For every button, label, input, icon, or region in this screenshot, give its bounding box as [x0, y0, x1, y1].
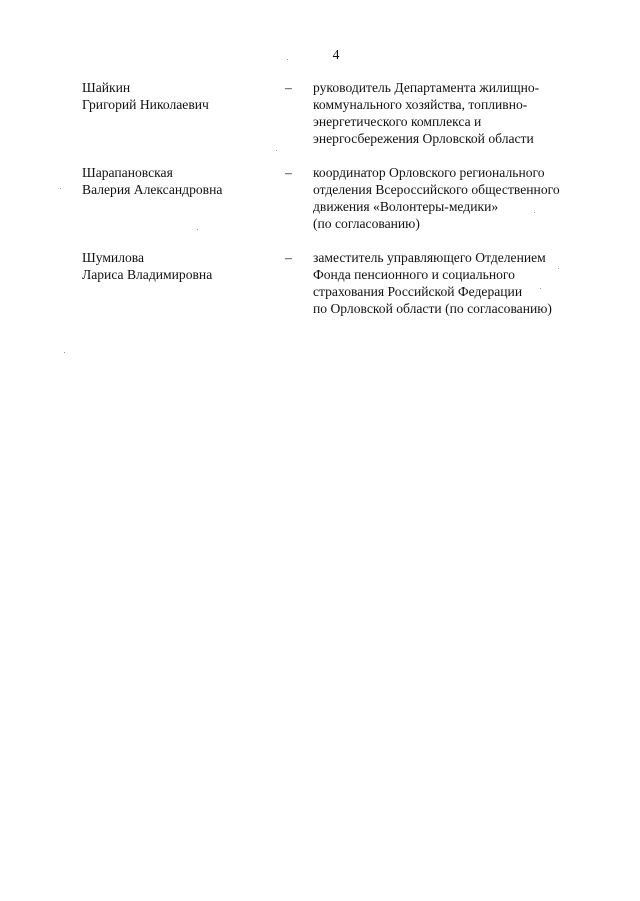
role-line: энергосбережения Орловской области	[313, 131, 534, 146]
member-entry	[80, 249, 590, 317]
role-line: по Орловской области (по согласованию)	[313, 301, 552, 316]
member-entry	[80, 164, 590, 232]
role-line: руководитель Департамента жилищно-	[313, 80, 540, 95]
member-given-names: Григорий Николаевич	[82, 97, 209, 112]
member-surname: Шумилова	[82, 250, 145, 265]
dash-separator: –	[285, 80, 292, 95]
member-name	[82, 164, 272, 198]
scan-speck	[197, 229, 198, 230]
member-entry	[80, 79, 590, 147]
scan-speck	[558, 268, 559, 269]
role-line: энергетического комплекса и	[313, 114, 482, 129]
role-line: координатор Орловского регионального	[313, 165, 545, 180]
member-surname: Шарапановская	[82, 165, 173, 180]
scan-speck	[60, 188, 61, 189]
member-name	[82, 249, 272, 283]
member-role	[313, 249, 583, 317]
member-given-names: Валерия Александровна	[82, 182, 223, 197]
scan-speck	[287, 59, 288, 60]
role-line: заместитель управляющего Отделением	[313, 250, 546, 265]
dash-separator: –	[285, 250, 292, 265]
member-role	[313, 164, 583, 232]
role-line: коммунального хозяйства, топливно-	[313, 97, 528, 112]
scan-speck	[534, 212, 535, 213]
member-surname: Шайкин	[82, 80, 131, 95]
dash-separator: –	[285, 165, 292, 180]
member-given-names: Лариса Владимировна	[82, 267, 213, 282]
scan-speck	[64, 352, 65, 353]
role-line: Фонда пенсионного и социального	[313, 267, 515, 282]
member-name	[82, 79, 272, 113]
role-line: движения «Волонтеры-медики»	[313, 199, 499, 214]
member-list	[80, 79, 590, 334]
role-line: (по согласованию)	[313, 216, 420, 231]
role-line: отделения Всероссийского общественного	[313, 182, 560, 197]
scan-speck	[276, 150, 277, 151]
member-role	[313, 79, 583, 147]
page-number: 4	[332, 47, 340, 62]
role-line: страхования Российской Федерации	[313, 284, 523, 299]
scan-speck	[540, 288, 541, 289]
